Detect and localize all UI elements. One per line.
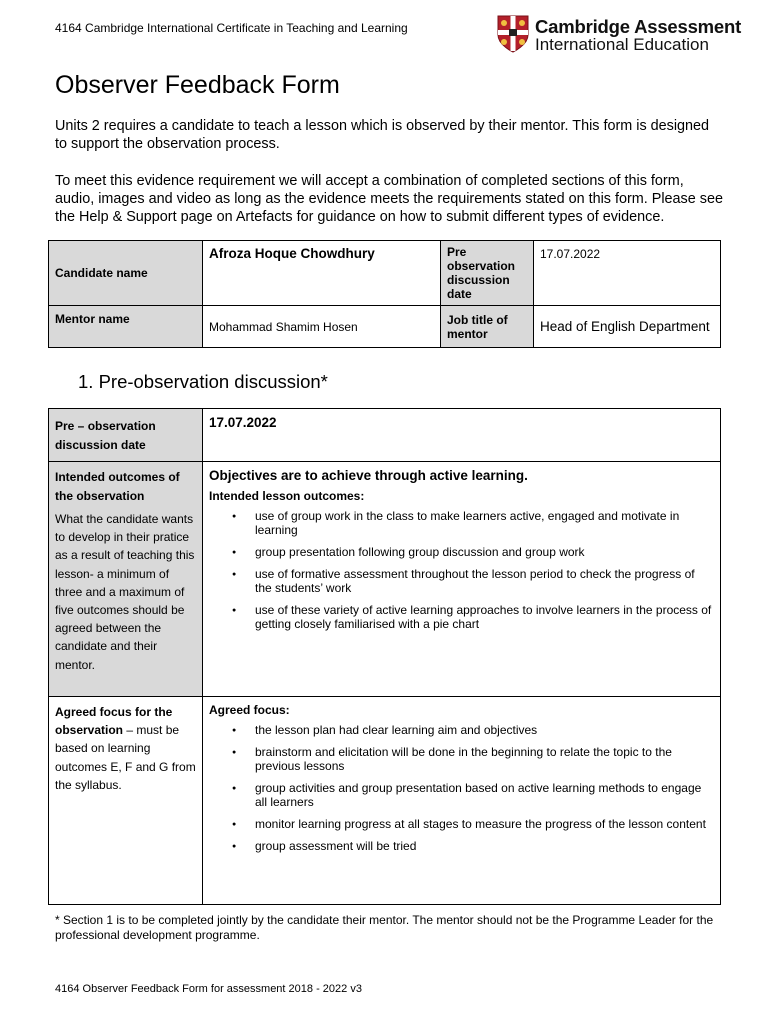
agreed-focus-heading: Agreed focus: xyxy=(209,703,290,717)
section-1-heading: 1. Pre-observation discussion* xyxy=(78,371,328,392)
candidate-details-table xyxy=(48,240,721,348)
lesson-outcomes-list xyxy=(209,509,714,631)
mentor-name-label-cell xyxy=(49,306,203,348)
objectives-statement: Objectives are to achieve through active learning. xyxy=(209,468,528,483)
page-title: Observer Feedback Form xyxy=(55,71,340,99)
candidate-name-label-cell xyxy=(49,241,203,306)
job-title-cell xyxy=(534,306,721,348)
list-item: ● group activities and group presentation based on active learning methods to engage all learners xyxy=(255,781,714,809)
job-title-label: Job title of mentor xyxy=(447,312,508,341)
list-item: ● monitor learning progress at all stages to measure the progress of the lesson content xyxy=(255,817,714,831)
cambridge-shield-icon xyxy=(497,15,529,53)
intended-outcomes-description: What the candidate wants to develop in their pratice as a result of teaching this lesson- a minimum of three and a maximum of five outcomes should be agreed between the candidate and their mentor. xyxy=(55,512,195,672)
cambridge-logo xyxy=(497,15,742,57)
mentor-name-label: Mentor name xyxy=(55,312,130,326)
candidate-name-cell xyxy=(203,241,441,306)
candidate-name-label: Candidate name xyxy=(55,266,148,280)
logo-text-line1: Cambridge Assessment xyxy=(535,16,742,37)
page-footer: 4164 Observer Feedback Form for assessment 2018 - 2022 v3 xyxy=(55,983,362,995)
candidate-name-value: Afroza Hoque Chowdhury xyxy=(209,246,375,261)
pre-observation-table xyxy=(48,408,721,905)
job-title-label-cell xyxy=(441,306,534,348)
discussion-date-label: Pre – observation discussion date xyxy=(55,419,156,452)
intro-paragraph-2: To meet this evidence requirement we will accept a combination of completed sections of this form, audio, images and video as long as the evidence meets the requirements stated on this form. Please see the Help & Support page on Artefacts for guidance on how to submit different types of evidence. xyxy=(55,173,723,225)
list-item: ● group presentation following group discussion and group work xyxy=(255,545,714,559)
list-item: ● brainstorm and elicitation will be done in the beginning to relate the topic to the previous lessons xyxy=(255,745,714,773)
intended-outcomes-label: Intended outcomes of the observation xyxy=(55,470,180,503)
mentor-name-value: Mohammad Shamim Hosen xyxy=(209,319,358,334)
list-item: ● use of formative assessment throughout the lesson period to check the progress of the students’ work xyxy=(255,567,714,595)
intended-outcomes-label-cell xyxy=(49,462,203,697)
discussion-date-value: 17.07.2022 xyxy=(209,415,277,430)
pre-observation-date-cell xyxy=(534,241,721,306)
logo-text-line2: International Education xyxy=(535,35,709,54)
lesson-outcomes-label: Intended lesson outcomes: xyxy=(209,489,365,503)
mentor-name-cell xyxy=(203,306,441,348)
intro-paragraph-1: Units 2 requires a candidate to teach a lesson which is observed by their mentor. This form is designed to support the observation process. xyxy=(55,118,710,152)
agreed-focus-list xyxy=(209,723,714,853)
pre-observation-date-label-cell xyxy=(441,241,534,306)
pre-observation-date-label: Pre observation discussion date xyxy=(447,245,516,301)
intended-outcomes-cell xyxy=(203,462,721,697)
list-item: ● use of group work in the class to make learners active, engaged and motivate in learning xyxy=(255,509,714,537)
pre-observation-date-value: 17.07.2022 xyxy=(540,247,601,261)
agreed-focus-rule: – must be based on learning outcomes E, F and G from the syllabus. xyxy=(55,723,196,792)
discussion-date-label-cell xyxy=(49,409,203,462)
agreed-focus-description xyxy=(55,703,196,794)
agreed-focus-label-cell xyxy=(49,697,203,905)
course-title-line: 4164 Cambridge International Certificate in Teaching and Learning xyxy=(55,21,408,35)
discussion-date-cell xyxy=(203,409,721,462)
section-footnote: * Section 1 is to be completed jointly by the candidate their mentor. The mentor should not be the Programme Leader for the professional development programme. xyxy=(55,913,714,942)
agreed-focus-label: Agreed focus for the observation xyxy=(55,705,173,738)
list-item: ● group assessment will be tried xyxy=(255,839,714,853)
list-item: ● use of these variety of active learning approaches to involve learners in the process of getting closely familiarised with a pie chart xyxy=(255,603,714,631)
agreed-focus-cell xyxy=(203,697,721,905)
list-item: ● the lesson plan had clear learning aim and objectives xyxy=(255,723,714,737)
job-title-value: Head of English Department xyxy=(540,319,710,334)
